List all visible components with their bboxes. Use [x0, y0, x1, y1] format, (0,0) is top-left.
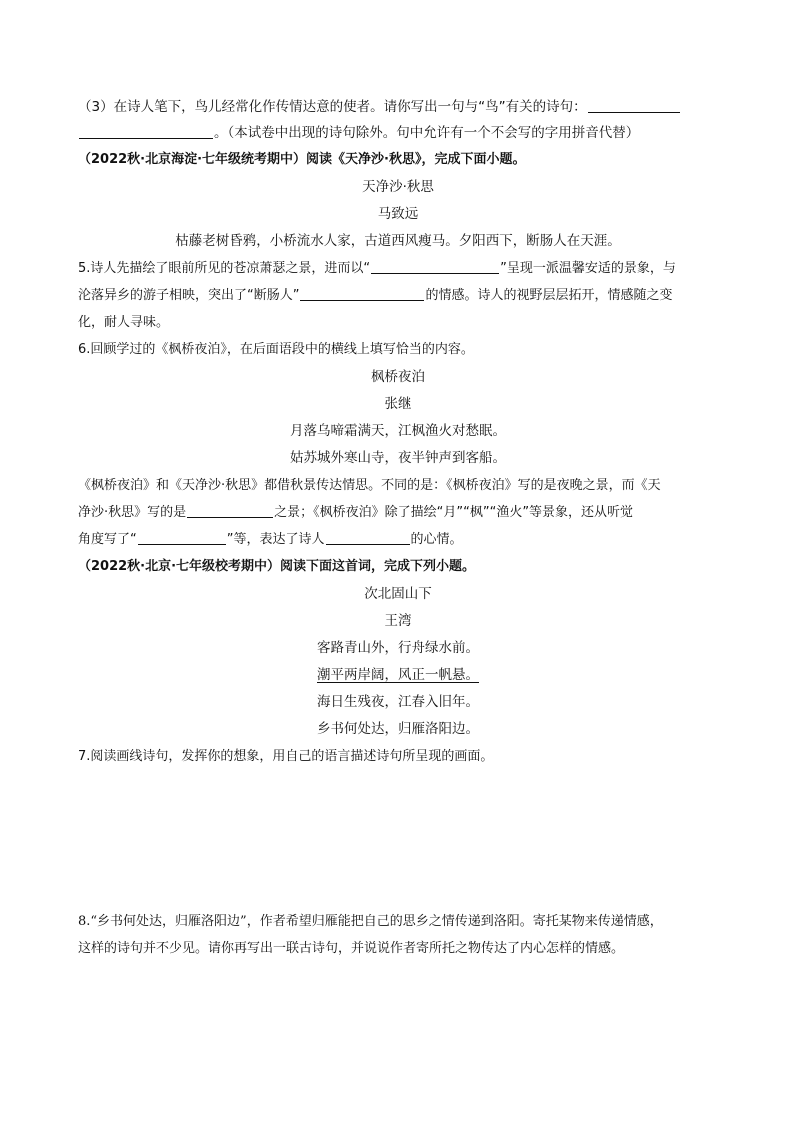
q6-text-3b: ”等，表达了诗人 [226, 532, 325, 547]
q6-text-2a: 净沙·秋思》写的是 [78, 505, 187, 520]
q3-line1 [78, 97, 718, 117]
q5-line2 [78, 286, 718, 306]
q6-text-3a: 角度写了“ [78, 532, 137, 547]
q6-paragraph-line1: 《枫桥夜泊》和《天净沙·秋思》都借秋景传达情思。不同的是：《枫桥夜泊》写的是夜晚之景，而《天 [78, 478, 661, 493]
q5-text-3: 沦落异乡的游子相映，突出了“断肠人” [78, 288, 300, 303]
q7-prompt: 7.阅读画线诗句，发挥你的想象，用自己的语言描述诗句所呈现的画面。 [78, 749, 494, 764]
q5-line1 [78, 259, 718, 279]
poem-title: 次北固山下 [364, 586, 432, 602]
q5-line3: 化，耐人寻味。 [78, 315, 170, 330]
answer-blank[interactable] [300, 286, 424, 301]
poem-author: 王湾 [384, 613, 412, 629]
q5-text-1: 5.诗人先描绘了眼前所见的苍凉萧瑟之景，进而以“ [78, 261, 371, 276]
poem-line: 海日生残夜，江春入旧年。 [317, 694, 479, 710]
answer-blank[interactable] [371, 259, 499, 274]
section-header-1: （2022秋·北京海淀·七年级统考期中）阅读《天净沙·秋思》，完成下面小题。 [78, 152, 526, 167]
poem-text: 枯藤老树昏鸦，小桥流水人家，古道西风瘦马。夕阳西下，断肠人在天涯。 [175, 233, 621, 249]
poem-author: 马致远 [377, 206, 419, 222]
section-header-2: （2022秋·北京·七年级校考期中）阅读下面这首词，完成下列小题。 [78, 559, 476, 574]
poem-line: 姑苏城外寒山寺，夜半钟声到客船。 [290, 450, 506, 466]
q3-text-1: （3）在诗人笔下，鸟儿经常化作传情达意的使者。请你写出一句与“鸟”有关的诗句： [78, 99, 587, 115]
poem-line: 客路青山外，行舟绿水前。 [317, 640, 479, 656]
q3-line2 [78, 123, 718, 143]
poem-title: 枫桥夜泊 [371, 369, 425, 385]
q8-line2: 这样的诗句并不少见。请你再写出一联古诗句，并说说作者寄所托之物传达了内心怎样的情感。 [78, 941, 625, 956]
poem-line [78, 665, 718, 685]
answer-blank[interactable] [187, 503, 273, 518]
q6-text-2b: 之景；《枫桥夜泊》除了描绘“月”“枫”“渔火”等景象，还从听觉 [274, 505, 634, 520]
poem-line: 乡书何处达，归雁洛阳边。 [317, 721, 479, 737]
q3-text-2: 。（本试卷中出现的诗句除外。句中允许有一个不会写的字用拼音代替） [214, 125, 640, 141]
answer-blank[interactable] [588, 98, 680, 113]
answer-blank[interactable] [326, 530, 410, 545]
q6-prompt: 6.回顾学过的《枫桥夜泊》，在后面语段中的横线上填写恰当的内容。 [78, 342, 474, 357]
answer-blank[interactable] [79, 124, 213, 139]
poem-line: 月落乌啼霜满天，江枫渔火对愁眠。 [290, 423, 506, 439]
q6-text-3c: 的心情。 [410, 532, 463, 547]
q5-text-4: 的情感。诗人的视野层层拓开，情感随之变 [425, 288, 673, 303]
q8-line1: 8.“乡书何处达，归雁洛阳边”，作者希望归雁能把自己的思乡之情传递到洛阳。寄托某物来传递情感， [78, 914, 663, 929]
q6-paragraph-line3 [78, 530, 718, 550]
q5-text-2: ”呈现一派温馨安适的景象，与 [500, 261, 676, 276]
poem-author: 张继 [384, 396, 412, 412]
underlined-poem-line: 潮平两岸阔，风正一帆悬。 [317, 667, 479, 683]
q6-paragraph-line2 [78, 503, 718, 523]
answer-blank[interactable] [138, 530, 226, 545]
poem-title: 天净沙·秋思 [362, 179, 434, 195]
